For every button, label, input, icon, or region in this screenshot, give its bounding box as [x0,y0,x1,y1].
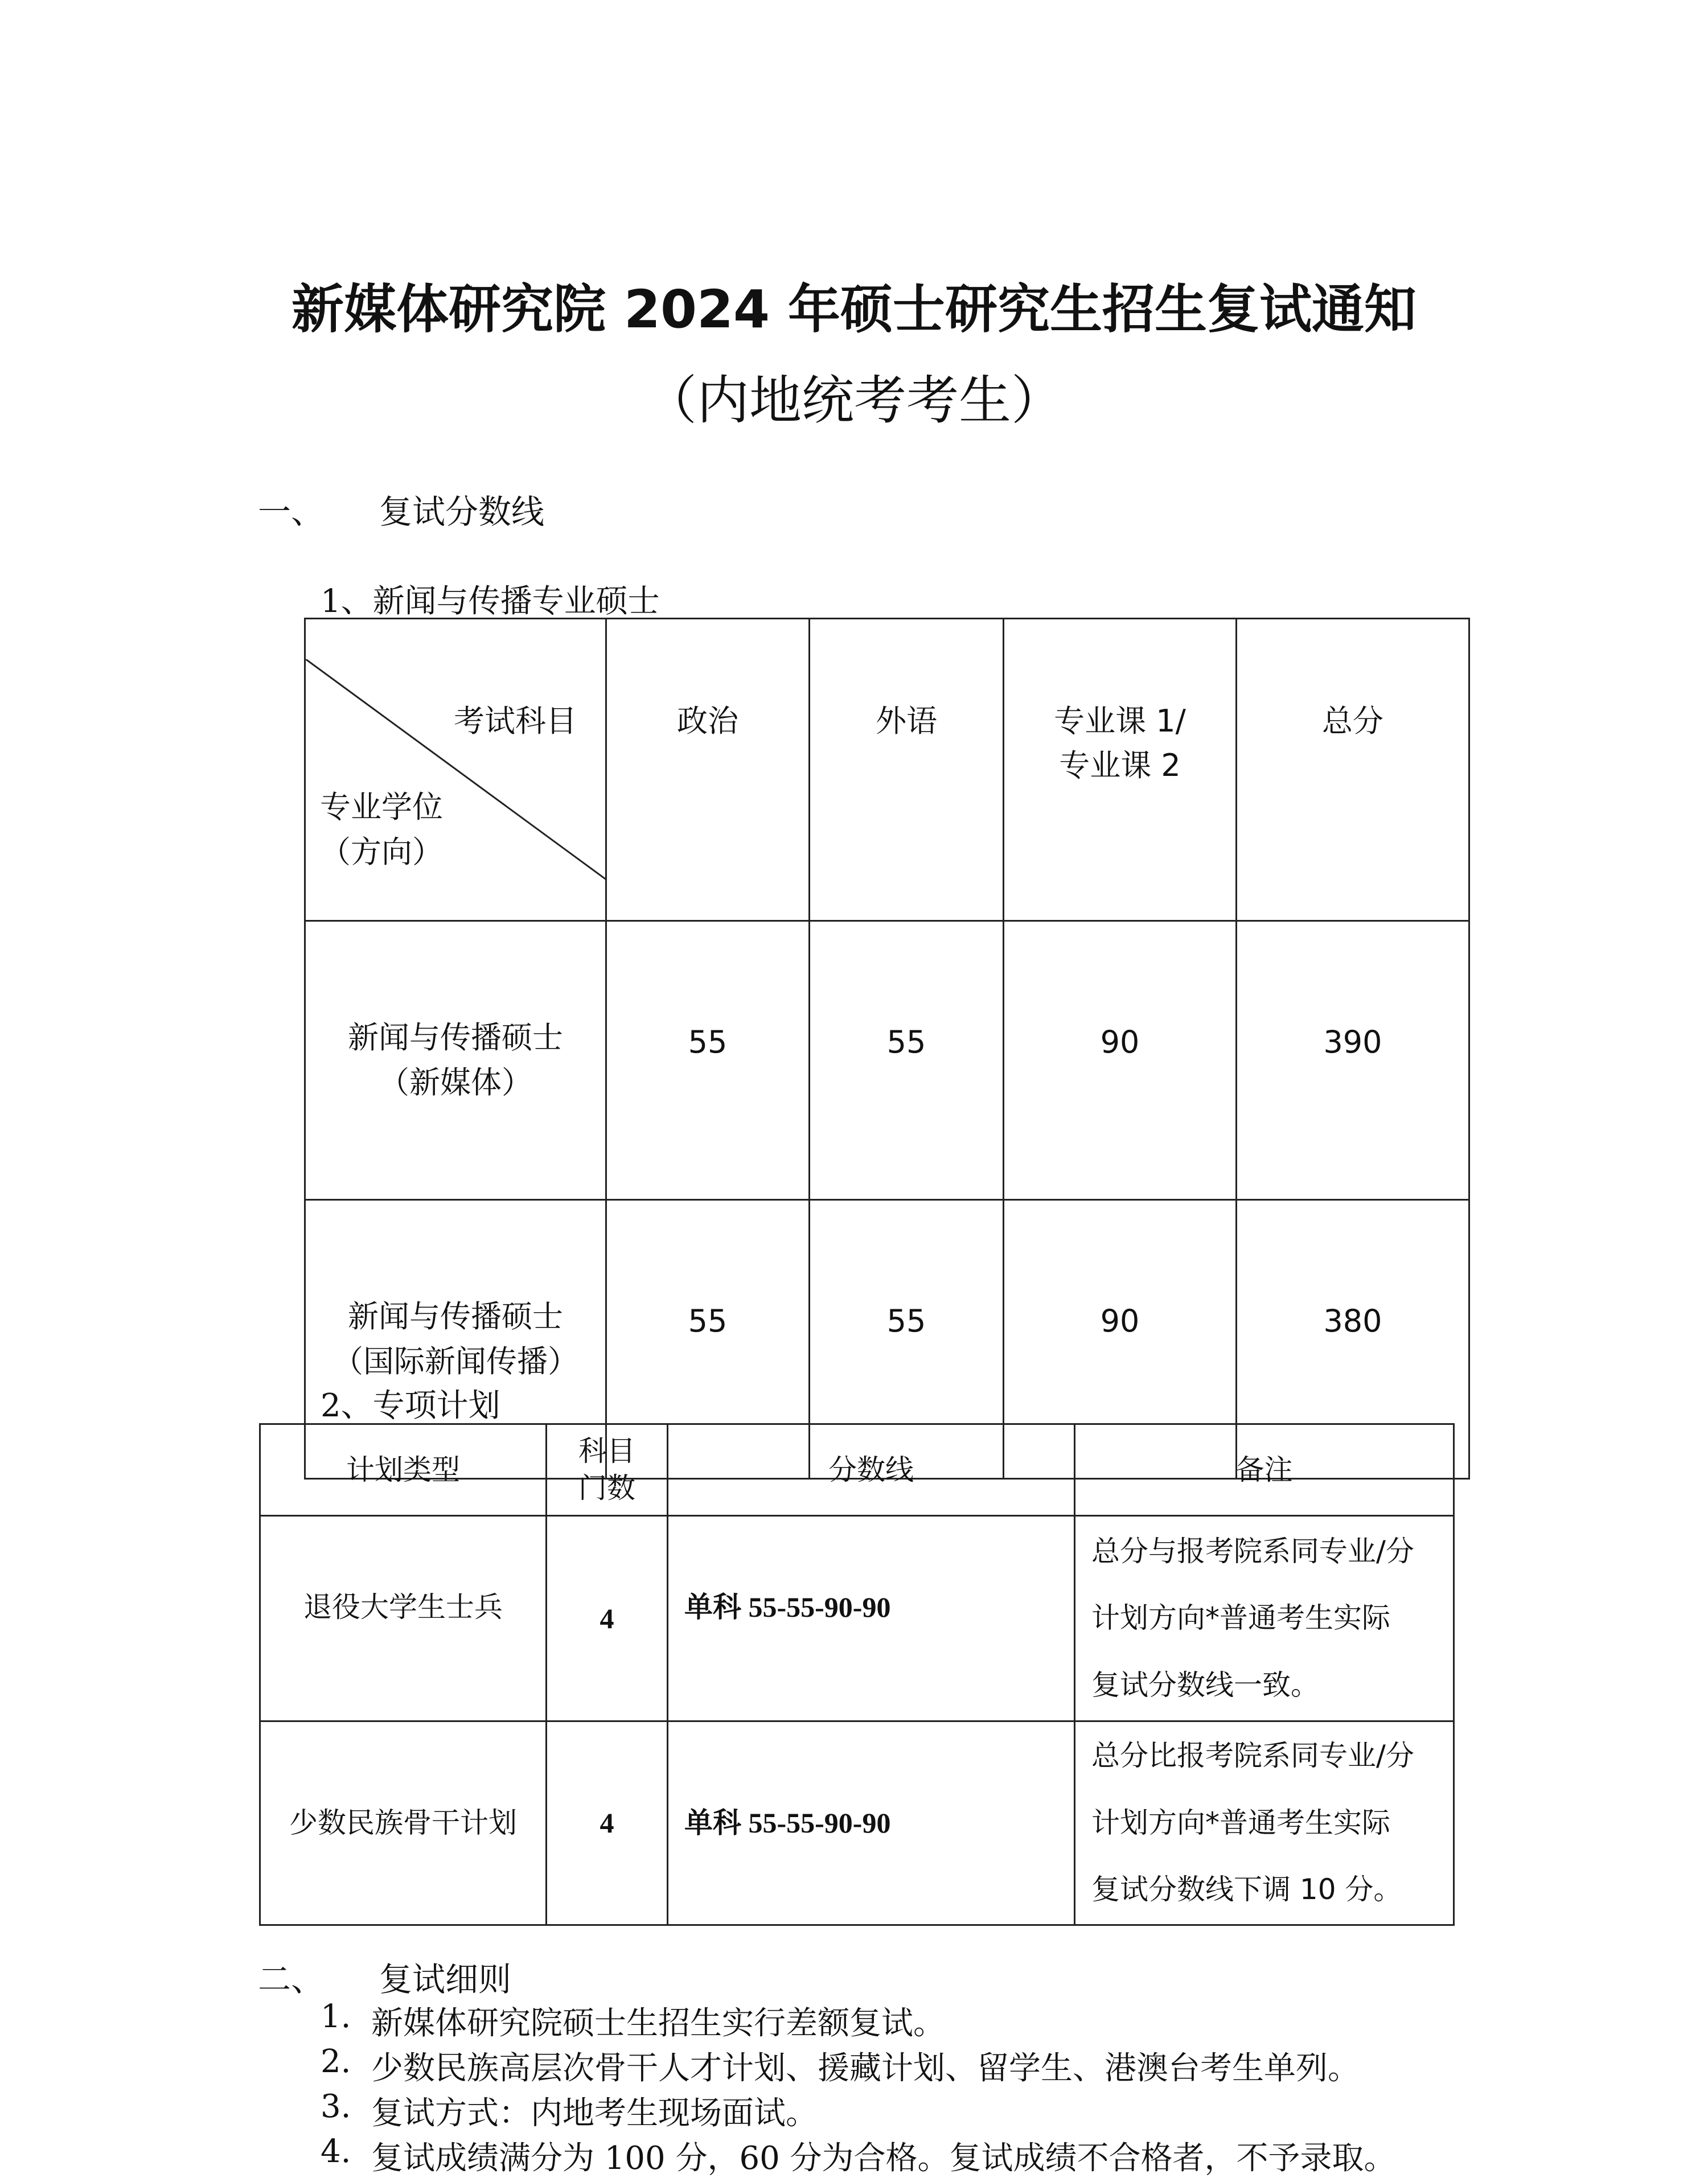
program-cell [305,921,606,1200]
table-row [260,1516,1454,1721]
corner-bottom-label: 专业学位 [320,789,443,825]
column-header: 政治 [606,619,810,921]
note-line: 总分比报考院系同专业/分 [1091,1739,1414,1773]
program-name: 新闻与传播硕士 [348,1298,563,1335]
column-header: 备注 [1075,1424,1454,1516]
column-header [1004,619,1237,921]
section2-number: 二、 [258,1960,325,1999]
column-header: 分数线 [668,1424,1075,1516]
note-line: 总分与报考院系同专业/分 [1091,1534,1414,1568]
major-score: 90 [1004,1200,1237,1479]
list-item-number: 1. [321,1998,351,2035]
score-line-table [304,618,1470,1480]
plan-type: 少数民族骨干计划 [260,1721,547,1925]
column-header [547,1424,668,1516]
list-item-number: 3. [321,2088,351,2125]
subject-count: 4 [547,1721,668,1925]
language-score: 55 [810,921,1004,1200]
special-plan-table [259,1423,1455,1926]
note-cell [1075,1721,1454,1925]
page-subtitle: （内地统考考生） [644,370,1064,431]
list-item-number: 4. [321,2133,351,2170]
column-header-line1: 专业课 1/ [1054,703,1186,739]
table-row [305,921,1469,1200]
program-name: 新闻与传播硕士 [348,1020,563,1056]
list-item: 少数民族高层次骨干人才计划、援藏计划、留学生、港澳台考生单列。 [371,2050,1360,2087]
corner-bottom-label-2: （方向） [320,833,443,870]
subject-count: 4 [547,1516,668,1721]
column-header-line2: 专业课 2 [1059,747,1181,784]
note-line: 计划方向*普通考生实际 [1091,1601,1390,1635]
column-header: 外语 [810,619,1004,921]
program-direction: （新媒体） [379,1064,532,1100]
table-row [260,1721,1454,1925]
score-line: 单科 55-55-90-90 [668,1516,1075,1721]
note-line: 复试分数线下调 10 分。 [1091,1873,1402,1906]
plan-type: 退役大学生士兵 [260,1516,547,1721]
section2-heading: 复试细则 [379,1960,512,1999]
column-header: 总分 [1237,619,1469,921]
politics-score: 55 [606,921,810,1200]
note-line: 计划方向*普通考生实际 [1091,1806,1390,1839]
politics-score: 55 [606,1200,810,1479]
corner-top-label: 考试科目 [454,703,577,739]
section1-heading: 复试分数线 [379,492,545,531]
language-score: 55 [810,1200,1004,1479]
section1-number: 一、 [258,492,325,531]
program-direction: （国际新闻传播） [332,1343,578,1379]
major-score: 90 [1004,921,1237,1200]
corner-header-cell [305,619,606,921]
column-header-line1: 科目 [578,1435,635,1468]
score-line: 单科 55-55-90-90 [668,1721,1075,1925]
total-score: 390 [1237,921,1469,1200]
subsection1-label: 1、新闻与传播专业硕士 [321,583,660,620]
total-score: 380 [1237,1200,1469,1479]
list-item-number: 2. [321,2043,351,2080]
list-item: 复试成绩满分为 100 分，60 分为合格。复试成绩不合格者，不予录取。 [371,2140,1396,2177]
subsection2-label: 2、专项计划 [321,1387,500,1424]
page-title: 新媒体研究院 2024 年硕士研究生招生复试通知 [291,279,1417,340]
note-line: 复试分数线一致。 [1091,1668,1319,1702]
list-item: 复试方式：内地考生现场面试。 [371,2095,818,2132]
note-cell [1075,1516,1454,1721]
list-item: 新媒体研究院硕士生招生实行差额复试。 [371,2005,945,2042]
column-header-line2: 门数 [578,1472,635,1505]
column-header: 计划类型 [260,1424,547,1516]
